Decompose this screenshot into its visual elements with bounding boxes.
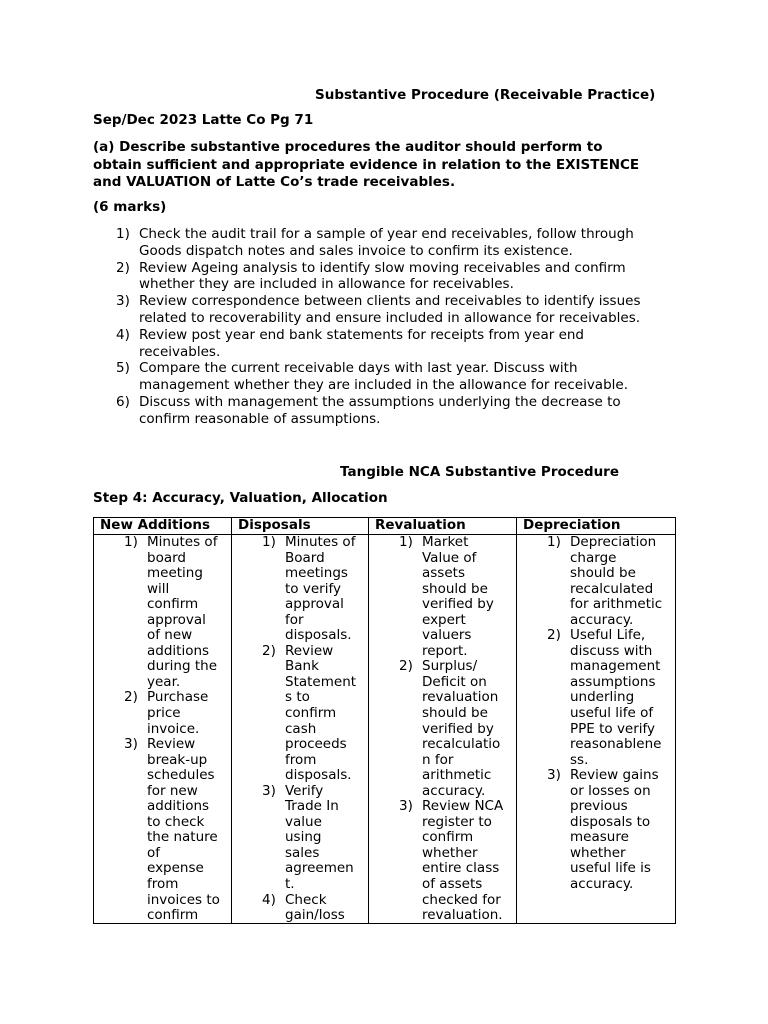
cell-number: 3): [399, 798, 413, 815]
column-header-revaluation: Revaluation: [369, 518, 517, 535]
list-line: Compare the current receivable days with last year. Discuss with: [139, 360, 578, 377]
cell-number: 4): [262, 891, 276, 908]
cell-text: Check gain/loss: [285, 891, 345, 923]
list-line: Check the audit trail for a sample of year end receivables, follow through: [139, 226, 634, 242]
cell-item: [262, 642, 368, 784]
list-item: [116, 360, 676, 394]
cell-number: 1): [547, 535, 561, 550]
cell-text: Minutes of Board meetings to verify approval for disposals.: [285, 535, 356, 644]
marks-label: (6 marks): [93, 199, 167, 215]
cell-number: 2): [124, 689, 138, 706]
list-line: Review post year end bank statements for receipts from year end: [139, 326, 584, 343]
table-row: [94, 535, 676, 924]
cell-revaluation: [369, 535, 517, 924]
table-header-row: [94, 518, 676, 535]
list-number: 2): [116, 259, 130, 276]
list-line: management whether they are included in the allowance for receivable.: [139, 377, 628, 394]
cell-number: 2): [547, 627, 561, 644]
cell-item: [547, 767, 675, 893]
list-line: receivables.: [139, 343, 221, 360]
receivable-heading: Substantive Procedure (Receivable Practice): [315, 87, 656, 103]
cell-number: 2): [262, 642, 276, 659]
question-line: obtain sufficient and appropriate evidence in relation to the EXISTENCE: [93, 156, 640, 173]
cell-text: Purchase price invoice.: [147, 689, 209, 737]
column-header-new-additions: New Additions: [94, 518, 232, 535]
cell-text: Review gains or losses on previous disposals to measure whether useful life is accuracy.: [570, 767, 659, 893]
cell-text: Review Bank Statement s to confirm cash proceeds from disposals.: [285, 642, 357, 784]
cell-number: 3): [124, 736, 138, 753]
list-line: Goods dispatch notes and sales invoice to confirm its existence.: [139, 242, 573, 259]
column-header-depreciation: Depreciation: [517, 518, 676, 535]
question-reference: Sep/Dec 2023 Latte Co Pg 71: [93, 112, 314, 128]
list-line: related to recoverability and ensure included in allowance for receivables.: [139, 309, 641, 326]
column-header-disposals: Disposals: [232, 518, 369, 535]
cell-text: Review NCA register to confirm whether entire class of assets checked for revaluation.: [422, 798, 504, 923]
cell-text: Market Value of assets should be verified by expert valuers report.: [422, 535, 494, 659]
cell-item: [547, 627, 675, 768]
cell-item: [262, 782, 368, 893]
list-number: 1): [116, 226, 130, 242]
cell-number: 1): [399, 535, 413, 550]
cell-new-additions: [94, 535, 232, 924]
list-number: 4): [116, 326, 130, 343]
cell-list: [369, 535, 516, 923]
cell-text: Surplus/ Deficit on revaluation should be verified by recalculatio n for arithmetic accuracy.: [422, 658, 501, 799]
cell-number: 1): [262, 535, 276, 550]
step-heading: Step 4: Accuracy, Valuation, Allocation: [93, 490, 388, 506]
cell-text: Verify Trade In value using sales agreemen t.: [285, 782, 354, 893]
cell-item: [399, 798, 516, 923]
list-line: whether they are included in allowance for receivables.: [139, 276, 514, 293]
list-item: [116, 327, 676, 361]
list-item: [116, 226, 676, 260]
nca-heading: Tangible NCA Substantive Procedure: [340, 464, 619, 480]
cell-number: 3): [262, 782, 276, 799]
cell-item: [124, 535, 231, 690]
cell-number: 3): [547, 767, 561, 784]
cell-item: [399, 658, 516, 799]
cell-item: [124, 736, 231, 923]
cell-text: Useful Life, discuss with management assumptions underling useful life of PPE to verify reasonablene ss.: [570, 627, 662, 768]
cell-text: Minutes of board meeting will confirm approval of new additions during the year.: [147, 535, 218, 690]
cell-text: Depreciation charge should be recalculated for arithmetic accuracy.: [570, 535, 663, 628]
cell-item: [262, 535, 368, 644]
nca-procedures-table: [93, 517, 676, 924]
cell-list: [232, 535, 368, 923]
question-line: (a) Describe substantive procedures the auditor should perform to: [93, 139, 603, 155]
cell-disposals: [232, 535, 369, 924]
list-number: 3): [116, 293, 130, 310]
cell-item: [399, 535, 516, 659]
question-line: and VALUATION of Latte Co’s trade receivables.: [93, 174, 456, 190]
list-item: [116, 394, 676, 428]
list-line: confirm reasonable of assumptions.: [139, 410, 381, 427]
cell-item: [262, 891, 368, 923]
cell-list: [94, 535, 231, 923]
cell-number: 2): [399, 658, 413, 675]
receivable-procedures-list: [116, 226, 676, 428]
cell-item: [547, 535, 675, 628]
list-line: Review Ageing analysis to identify slow moving receivables and confirm: [139, 259, 626, 276]
list-item: [116, 260, 676, 294]
cell-number: 1): [124, 535, 138, 550]
list-number: 5): [116, 360, 130, 377]
cell-text: Review break-up schedules for new additions to check the nature of expense from invoices to confirm: [147, 736, 220, 923]
cell-depreciation: [517, 535, 676, 924]
list-item: [116, 293, 676, 327]
question-text: [93, 139, 683, 192]
list-line: Review correspondence between clients and receivables to identify issues: [139, 293, 641, 310]
list-line: Discuss with management the assumptions underlying the decrease to: [139, 393, 621, 410]
list-number: 6): [116, 393, 130, 410]
cell-list: [517, 535, 675, 893]
cell-item: [124, 689, 231, 737]
